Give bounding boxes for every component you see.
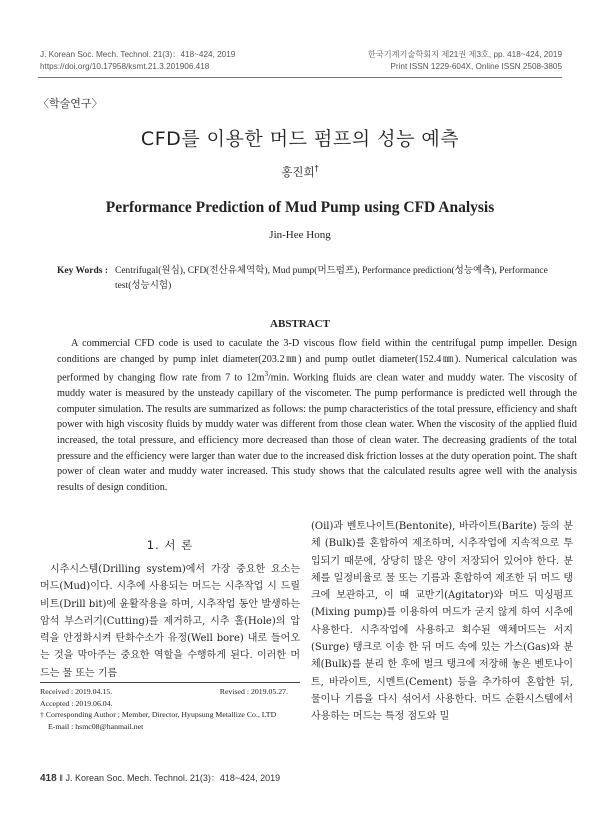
author-name-korean: 홍진희 xyxy=(281,165,315,179)
body-column-right: (Oil)과 벤토나이트(Bentonite), 바라이트(Barite) 등의 분체 (Bulk)를 혼합하여 제조하며, 시추작업에 지속적으로 투입되기 때문에, 상당히 많은 양이 저장되어 있어야 한다. 분체를 일정비율로 물 또는 기름과 혼합하여 제조한 뒤 머드 탱크에 보관하고, 이 때 교반기(Agitator)와 머드 믹싱펌프(Mixing pump)를 이용하여 머드가 굳지 않게 하여 시추에 사용한다. 시추작업에 사용하고 회수된 액체머드는 서지(Surge) 탱크로 이송 한 뒤 머드 속에 있는 가스(Gas)와 분체(Bulk)를 분리 한 후에 벌크 탱크에 저장해 놓은 벤토나이트, 바라이트, 시멘트(Cement) 등을 추가하여 혼합한 뒤, 물이나 기름을 다시 섞어서 사용한다. 머드 순환시스템에서 사용하는 머드는 특정 점도와 밀 xyxy=(311,521,573,723)
corresponding-author-info: † Corresponding Author ; Member, Director, Hyupsung Metallize Co., LTD xyxy=(40,710,277,719)
abstract-superscript: 3 xyxy=(264,370,268,379)
corresponding-author-mark: † xyxy=(314,164,319,174)
received-date: Received : 2019.04.15. xyxy=(40,687,113,696)
accepted-date: Accepted : 2019.06.04. xyxy=(40,698,113,708)
journal-header-left xyxy=(40,49,235,73)
journal-citation-korean: 한국기계기술학회지 제21권 제3호, pp. 418~424, 2019 xyxy=(367,50,562,59)
doi-link[interactable]: https://doi.org/10.17958/ksmt.21.3.201906.418 xyxy=(40,62,210,71)
keywords-text: Centrifugal(원심), CFD(전산유체역학), Mud pump(머드펌프), Performance prediction(성능예측), Performance test(성능시험) xyxy=(115,266,548,291)
footer-citation: J. Korean Soc. Mech. Technol. 21(3)：418~424, 2019 xyxy=(65,773,281,783)
footnote-block xyxy=(40,686,302,732)
issn-info: Print ISSN 1229-604X, Online ISSN 2508-3805 xyxy=(390,62,562,71)
revised-date: Revised : 2019.05.27. xyxy=(219,687,288,696)
footnote-divider xyxy=(40,682,300,683)
abstract-heading: ABSTRACT xyxy=(270,318,330,330)
author-english: Jin-Hee Hong xyxy=(269,229,331,241)
body-column-left: 시추시스템(Drilling system)에서 가장 중요한 요소는 머드(Mud)이다. 시추에 사용되는 머드는 시추작업 시 드릴 비트(Drill bit)에 윤활작용을 하며, 시추작업 동안 발생하는 암석 부스러기(Cutting)를 제거하고, 시추 홀(Hole)의 압력을 안정화시켜 탄화수소가 유정(Well bore) 내로 들어오는 것을 막아주는 중요한 역할을 수행하게 된다. 이러한 머드는 물 또는 기름 xyxy=(40,564,300,679)
header-divider xyxy=(38,77,562,78)
author-email[interactable]: E-mail : hsmc08@hanmail.net xyxy=(48,721,144,731)
abstract-text-part2: /min. Working fluids are clean water and muddy water. The viscosity of muddy water is measured by the unsteady capillary of the viscometer. The pump performance is predicted well through the computer simulation. The results are summarized as follows: the pump characteristics of the total pressure, efficiency and shaft power with high viscosity fluids by muddy water was different from those clean water. When the viscosity of the applied fluid increased, the total pressure, and efficiency more decreased than those of clean water. The decreasing gradients of the total pressure and the efficiency were larger than water due to the increased disk friction losses at the duty operation point. The shaft power of clean water and muddy water increased. This study shows that the calculated results agree well with the analysis results of design condition. xyxy=(57,372,577,493)
journal-header-right xyxy=(368,49,562,73)
abstract-body xyxy=(57,336,577,495)
article-category: 〈학술연구〉 xyxy=(38,97,103,110)
page-number: 418 xyxy=(40,773,57,784)
footnote-dates-row xyxy=(40,686,302,698)
keywords-block xyxy=(57,264,564,294)
footer-separator: ‖ xyxy=(59,773,63,783)
page-footer xyxy=(40,771,280,784)
author-korean xyxy=(0,164,600,180)
keywords-label: Key Words : xyxy=(57,266,109,276)
section-heading-introduction: 1. 서 론 xyxy=(146,538,194,552)
abstract-text-part1: A commercial CFD code is used to caculate the 3-D viscous flow field within the centrifugal pump impeller. Design conditions are changed by pump inlet diameter(203.2㎜) and pump outlet diameter(152.4㎜). Numerical calculation was performed by changing flow rate from 7 to 12m xyxy=(57,338,577,384)
paper-title-korean: CFD를 이용한 머드 펌프의 성능 예측 xyxy=(140,128,460,150)
journal-citation: J. Korean Soc. Mech. Technol. 21(3)：418~424, 2019 xyxy=(40,50,236,59)
paper-title-english: Performance Prediction of Mud Pump using CFD Analysis xyxy=(105,199,495,216)
